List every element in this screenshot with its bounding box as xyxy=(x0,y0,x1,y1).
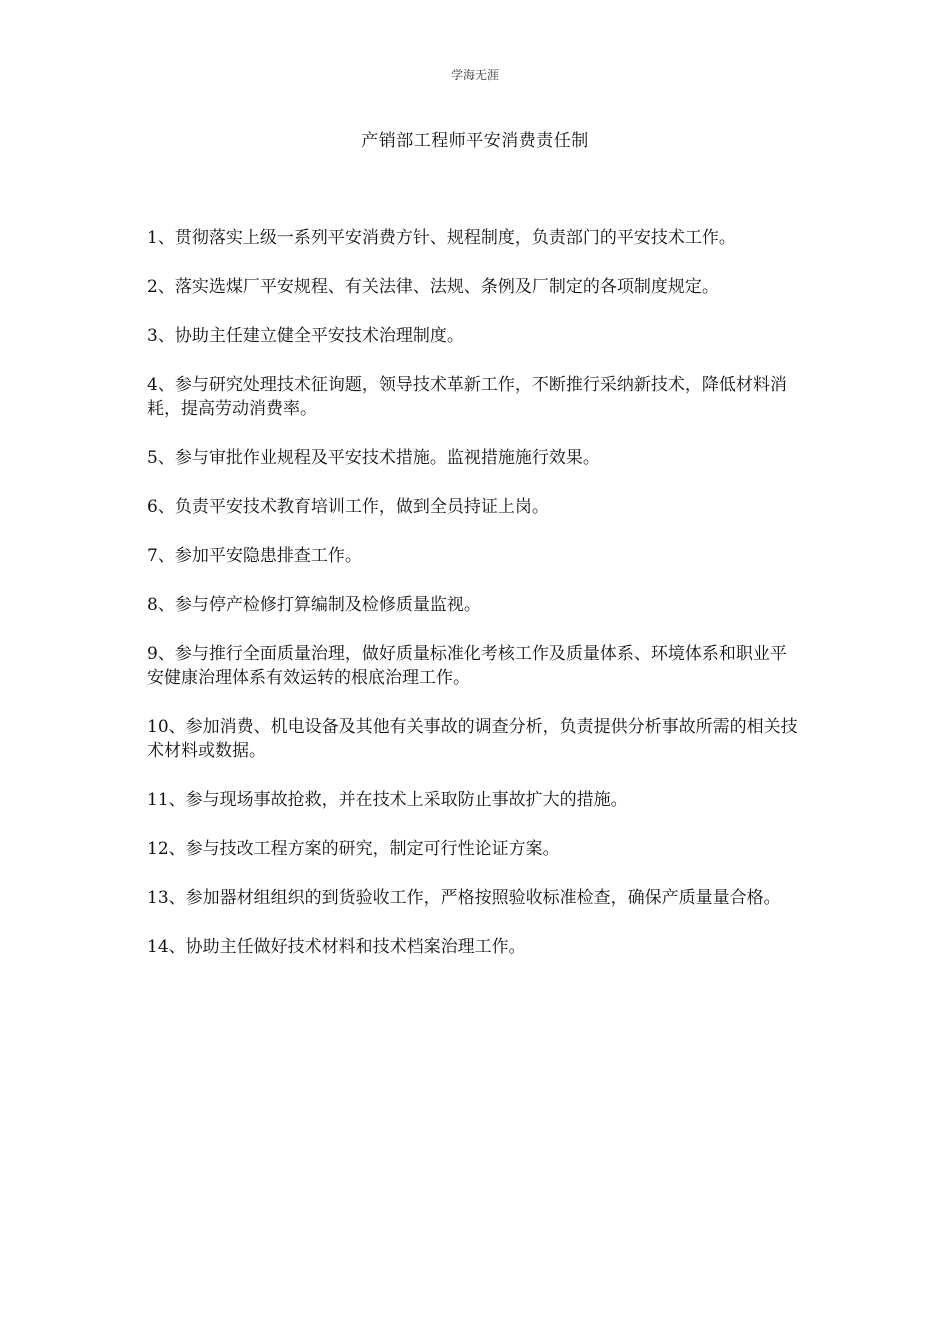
list-item: 14、协助主任做好技术材料和技术档案治理工作。 xyxy=(147,937,526,957)
list-item: 8、参与停产检修打算编制及检修质量监视。 xyxy=(147,595,481,615)
list-item: 5、参与审批作业规程及平安技术措施。监视措施施行效果。 xyxy=(147,448,600,468)
document-title: 产销部工程师平安消费责任制 xyxy=(361,131,589,151)
list-item: 13、参加器材组组织的到货验收工作，严格按照验收标准检查，确保产质量量合格。 xyxy=(147,888,781,908)
list-item: 4、参与研究处理技术征询题，领导技术革新工作，不断推行采纳新技术，降低材料消耗，提高劳动消费率。 xyxy=(147,375,787,419)
responsibility-list xyxy=(147,226,803,984)
page-header: 学海无涯 xyxy=(450,68,499,82)
list-item: 10、参加消费、机电设备及其他有关事故的调查分析，负责提供分析事故所需的相关技术材料或数据。 xyxy=(147,717,798,761)
list-item: 2、落实选煤厂平安规程、有关法律、法规、条例及厂制定的各项制度规定。 xyxy=(147,277,719,297)
list-item: 11、参与现场事故抢救，并在技术上采取防止事故扩大的措施。 xyxy=(147,790,628,810)
list-item: 6、负责平安技术教育培训工作，做到全员持证上岗。 xyxy=(147,497,549,517)
list-item: 12、参与技改工程方案的研究，制定可行性论证方案。 xyxy=(147,839,560,859)
list-item: 1、贯彻落实上级一系列平安消费方针、规程制度，负责部门的平安技术工作。 xyxy=(147,228,736,248)
list-item: 7、参加平安隐患排查工作。 xyxy=(147,546,362,566)
list-item: 9、参与推行全面质量治理，做好质量标准化考核工作及质量体系、环境体系和职业平安健康治理体系有效运转的根底治理工作。 xyxy=(147,644,787,688)
list-item: 3、协助主任建立健全平安技术治理制度。 xyxy=(147,326,464,346)
